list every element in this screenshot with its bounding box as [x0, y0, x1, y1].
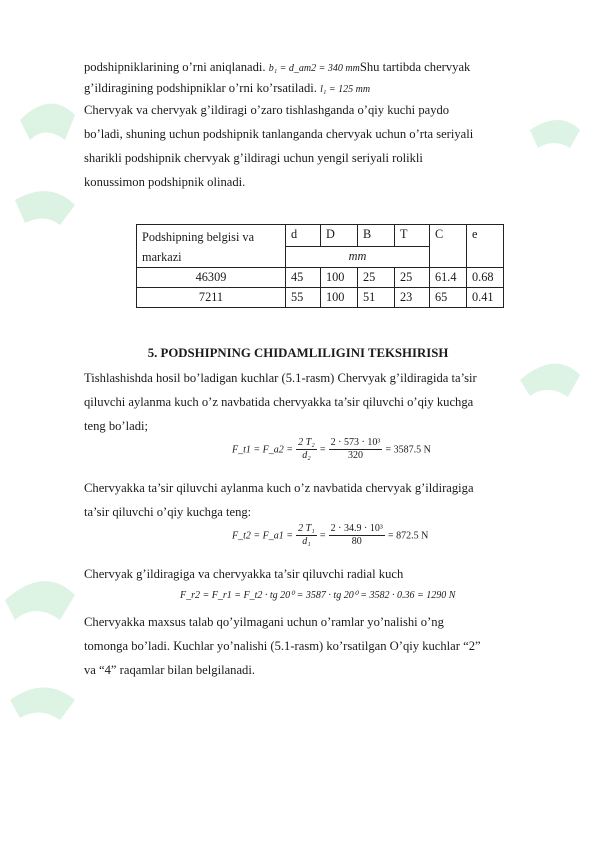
fraction	[296, 523, 317, 548]
cell-name: 7211	[137, 288, 286, 308]
text-span: g’ildiragining podshipniklar o’rni ko’rsatiladi.	[84, 81, 317, 95]
formula-result: = 872.5 N	[387, 530, 429, 542]
table-header-e: e	[467, 225, 504, 268]
text-line-8: qiluvchi aylanma kuch o’z navbatida chervyakka ta’sir qiluvchi o’qiy kuchga	[84, 395, 474, 409]
text-line-5: sharikli podshipnik chervyak g’ildiragi uchun yengil seriyali rolikli	[84, 151, 423, 165]
numerator: 2 · 573 · 10³	[330, 437, 381, 448]
header-text: Podshipning belgisi va	[142, 230, 255, 244]
table-header-d: d	[286, 225, 321, 247]
cell-d: 55	[286, 288, 321, 308]
text-line-3: Chervyak va chervyak g’ildiragi o’zaro tishlashganda o’qiy kuchi paydo	[84, 103, 450, 117]
formula-lhs: F_t2 = F_a1 =	[232, 530, 293, 542]
cell-D: 100	[321, 268, 358, 288]
section-heading: 5. PODSHIPNING CHIDAMLILIGINI TEKSHIRISH	[147, 346, 449, 360]
formula-ft1: F_t1 = F_a2 = $\frac{\text{2 T₂}}{\text{d₂}}$ = $\frac{\text{2 · 573 · 10³}}{320}$ = 3587.5 N	[232, 437, 431, 461]
numerator: 2 T₂	[298, 437, 315, 448]
bearing-table	[136, 224, 504, 308]
text-line-1	[84, 58, 544, 78]
table-unit: mm	[286, 246, 430, 268]
table-header-name	[137, 225, 286, 268]
table-header-B: B	[358, 225, 395, 247]
table-row	[137, 268, 504, 288]
numerator: 2 · 34.9 · 10³	[330, 523, 383, 534]
text-span: podshipniklarining o’rni aniqlanadi.	[84, 60, 266, 74]
cell-T: 23	[395, 288, 430, 308]
table-row	[137, 288, 504, 308]
fraction	[329, 437, 383, 462]
cell-D: 100	[321, 288, 358, 308]
cell-C: 65	[430, 288, 467, 308]
numerator: 2 T₁	[298, 523, 315, 534]
formula-fr: F_r2 = F_r1 = F_t2 · tg 20⁰ = 3587 · tg 20⁰ = 3582 · 0.36 = 1290 N	[180, 590, 456, 601]
text-line-7: Tishlashishda hosil bo’ladigan kuchlar (5.1-rasm) Chervyak g’ildiragida ta’sir	[84, 371, 477, 385]
text-line-13: Chervyakka maxsus talab qo’yilmagani uchun o’ramlar yo’nalishi o’ng	[84, 615, 444, 629]
text-line-11: ta’sir qiluvchi o’qiy kuchga teng:	[84, 505, 252, 519]
denominator: 320	[347, 450, 363, 461]
text-line-15: va “4” raqamlar bilan belgilanadi.	[84, 663, 255, 677]
fraction	[296, 437, 317, 462]
formula-lhs: F_t1 = F_a2 =	[232, 444, 293, 456]
text-line-2	[84, 79, 544, 99]
cell-d: 45	[286, 268, 321, 288]
formula-b1: b₁ = d_am2 = 340 mm	[268, 63, 360, 74]
cell-C: 61.4	[430, 268, 467, 288]
table-header-D: D	[321, 225, 358, 247]
text-line-4: bo’ladi, shuning uchun podshipnik tanlanganda chervyak uchun o’rta seriyali	[84, 127, 474, 141]
denominator: 80	[351, 536, 362, 547]
text-span: Shu tartibda chervyak	[359, 60, 471, 74]
cell-name: 46309	[137, 268, 286, 288]
cell-B: 51	[358, 288, 395, 308]
formula-ft2: F_t2 = F_a1 = $\frac{\text{2 T₁}}{\text{d₁}}$ = $\frac{\text{2 · 34.9 · 10³}}{80}$ = 872.5 N	[232, 523, 429, 547]
formula-result: = 3587.5 N	[385, 444, 431, 456]
denominator: d₁	[302, 536, 311, 547]
cell-e: 0.68	[467, 268, 504, 288]
text-line-9: teng bo’ladi;	[84, 419, 149, 433]
text-line-10: Chervyakka ta’sir qiluvchi aylanma kuch o’z navbatida chervyak g’ildiragiga	[84, 481, 474, 495]
text-line-6: konussimon podshipnik olinadi.	[84, 175, 246, 189]
text-line-12: Chervyak g’ildiragiga va chervyakka ta’sir qiluvchi radial kuch	[84, 567, 404, 581]
cell-T: 25	[395, 268, 430, 288]
fraction	[329, 523, 385, 548]
formula-l1: l₁ = 125 mm	[320, 84, 371, 95]
cell-e: 0.41	[467, 288, 504, 308]
table-header-C: C	[430, 225, 467, 268]
cell-B: 25	[358, 268, 395, 288]
denominator: d₂	[302, 450, 311, 461]
table-header-T: T	[395, 225, 430, 247]
text-line-14: tomonga bo’ladi. Kuchlar yo’nalishi (5.1-rasm) ko’rsatilgan O’qiy kuchlar “2”	[84, 639, 481, 653]
header-text: markazi	[142, 250, 182, 264]
